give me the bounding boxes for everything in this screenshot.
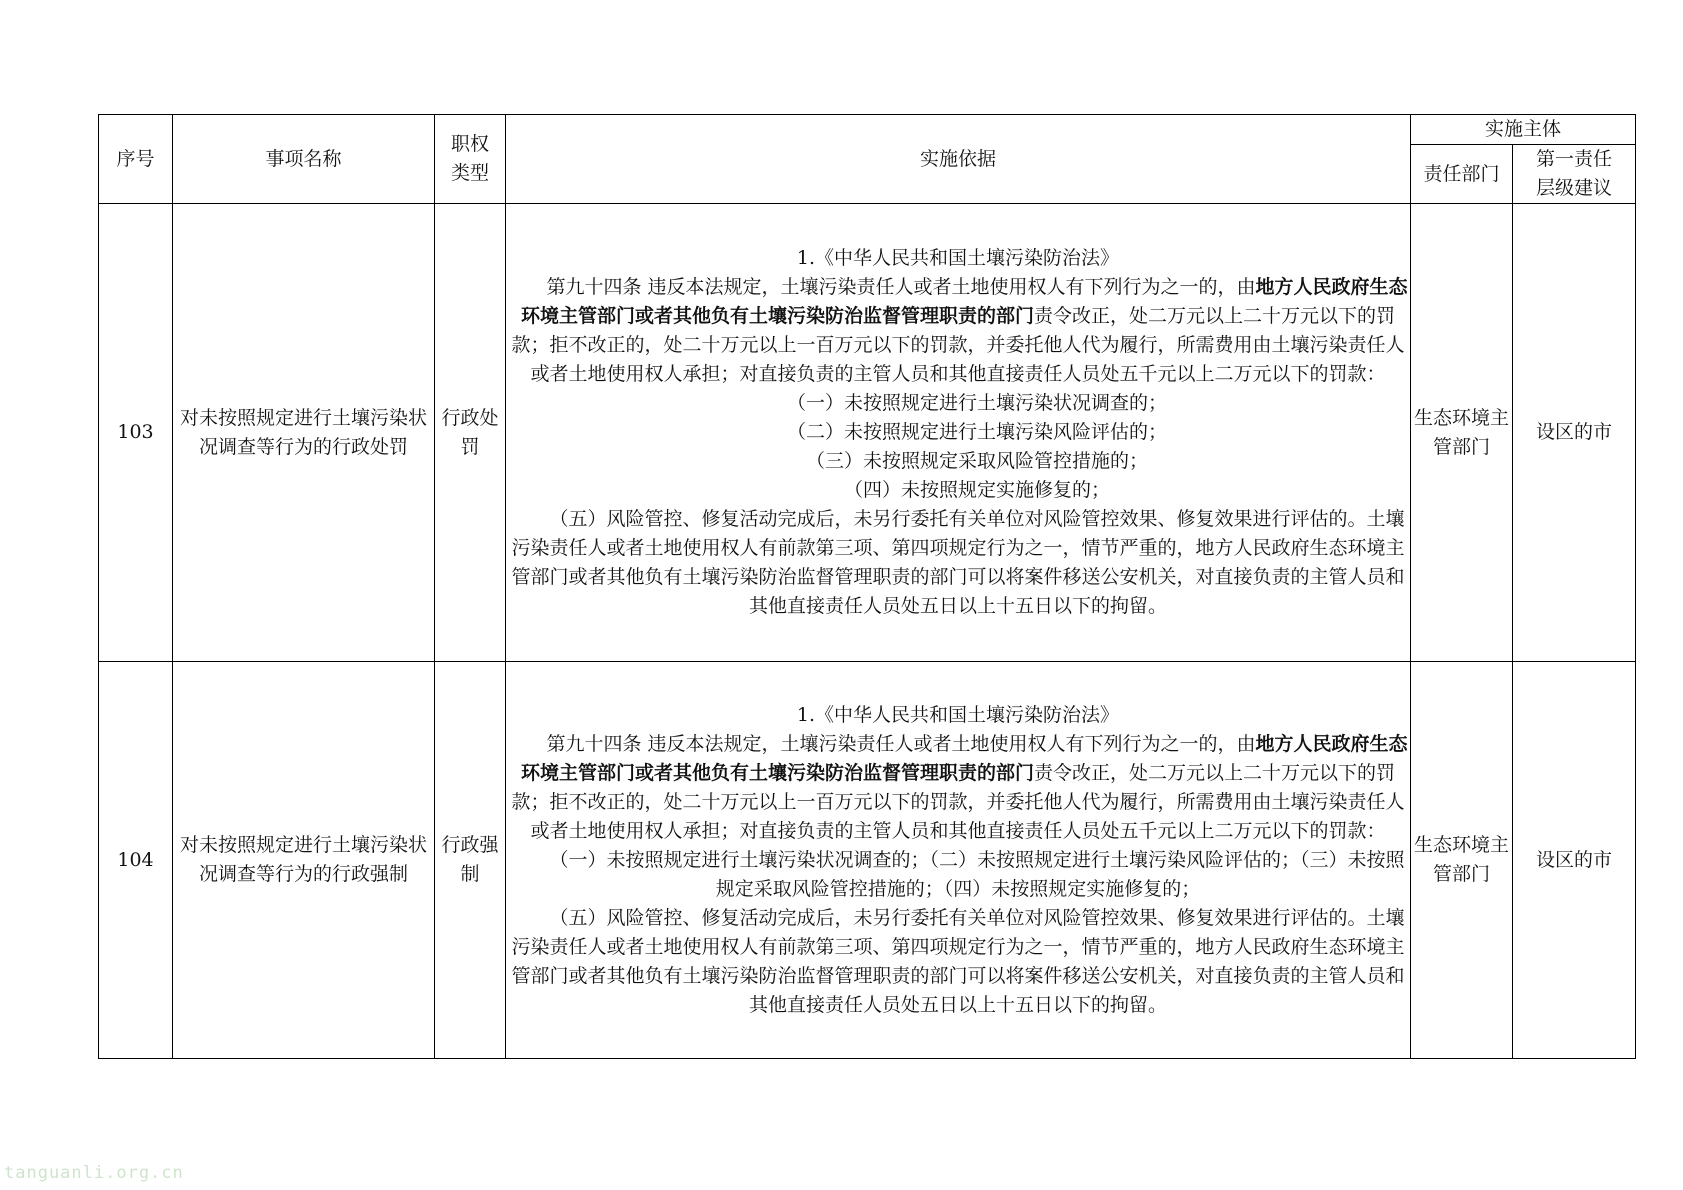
row-item-name: 对未按照规定进行土壤污染状况调查等行为的行政处罚 xyxy=(173,204,435,662)
table-header xyxy=(99,115,1636,204)
header-level: 第一责任层级建议 xyxy=(1513,145,1636,204)
watermark-text: tanguanli.org.cn xyxy=(4,1163,184,1183)
header-basis: 实施依据 xyxy=(506,115,1411,204)
row-level: 设区的市 xyxy=(1513,662,1636,1059)
basis-item: （四）未按照规定实施修复的； xyxy=(843,479,1110,501)
basis-item: （三）未按照规定采取风险管控措施的； xyxy=(805,450,1148,472)
row-dept: 生态环境主管部门 xyxy=(1411,204,1513,662)
header-item-name: 事项名称 xyxy=(173,115,435,204)
header-seq: 序号 xyxy=(99,115,173,204)
basis-article: 第九十四条 违反本法规定，土壤污染责任人或者土地使用权人有下列行为之一的，由地方人民政府生态环境主管部门或者其他负有土壤污染防治监督管理职责的部门责令改正，处二万元以上二十万元以下的罚款；拒不改正的，处二十万元以上一百万元以下的罚款，并委托他人代为履行，所需费用由土壤污染责任人或者土地使用权人承担；对直接负责的主管人员和其他直接责任人员处五千元以上二万元以下的罚款： xyxy=(511,276,1408,385)
header-dept: 责任部门 xyxy=(1411,145,1513,204)
row-power-type: 行政处罚 xyxy=(435,204,506,662)
row-power-type: 行政强制 xyxy=(435,662,506,1059)
table-row xyxy=(99,662,1636,1059)
header-power-type: 职权类型 xyxy=(435,115,506,204)
row-basis xyxy=(506,662,1411,1059)
basis-authority-bold: 地方人民政府生态环境主管部门或者其他负有土壤污染防治监督管理职责的部门 xyxy=(520,276,1408,327)
basis-law-title: 1.《中华人民共和国土壤污染防治法》 xyxy=(796,247,1120,269)
basis-law-title: 1.《中华人民共和国土壤污染防治法》 xyxy=(796,703,1120,726)
table-row xyxy=(99,204,1636,662)
basis-authority-bold: 地方人民政府生态环境主管部门或者其他负有土壤污染防治监督管理职责的部门 xyxy=(520,732,1408,784)
header-subject: 实施主体 xyxy=(1411,115,1636,145)
basis-item: （五）风险管控、修复活动完成后，未另行委托有关单位对风险管控效果、修复效果进行评估的。土壤污染责任人或者土地使用权人有前款第三项、第四项规定行为之一，情节严重的，地方人民政府生态环境主管部门或者其他负有土壤污染防治监督管理职责的部门可以将案件移送公安机关，对直接负责的主管人员和其他直接责任人员处五日以上十五日以下的拘留。 xyxy=(511,508,1405,617)
row-seq: 103 xyxy=(99,204,173,662)
row-dept: 生态环境主管部门 xyxy=(1411,662,1513,1059)
basis-item: （一）未按照规定进行土壤污染状况调查的；（二）未按照规定进行土壤污染风险评估的；（三）未按照规定采取风险管控措施的；（四）未按照规定实施修复的； xyxy=(549,848,1405,900)
row-seq: 104 xyxy=(99,662,173,1059)
basis-article: 第九十四条 违反本法规定，土壤污染责任人或者土地使用权人有下列行为之一的，由地方人民政府生态环境主管部门或者其他负有土壤污染防治监督管理职责的部门责令改正，处二万元以上二十万元以下的罚款；拒不改正的，处二十万元以上一百万元以下的罚款，并委托他人代为履行，所需费用由土壤污染责任人或者土地使用权人承担；对直接负责的主管人员和其他直接责任人员处五千元以上二万元以下的罚款： xyxy=(511,732,1408,842)
basis-item: （五）风险管控、修复活动完成后，未另行委托有关单位对风险管控效果、修复效果进行评估的。土壤污染责任人或者土地使用权人有前款第三项、第四项规定行为之一，情节严重的，地方人民政府生态环境主管部门或者其他负有土壤污染防治监督管理职责的部门可以将案件移送公安机关，对直接负责的主管人员和其他直接责任人员处五日以上十五日以下的拘留。 xyxy=(511,906,1405,1016)
authority-table xyxy=(98,114,1636,1059)
row-basis xyxy=(506,204,1411,662)
row-level: 设区的市 xyxy=(1513,204,1636,662)
basis-item: （一）未按照规定进行土壤污染状况调查的； xyxy=(786,392,1167,414)
row-item-name: 对未按照规定进行土壤污染状况调查等行为的行政强制 xyxy=(173,662,435,1059)
basis-item: （二）未按照规定进行土壤污染风险评估的； xyxy=(786,421,1167,443)
